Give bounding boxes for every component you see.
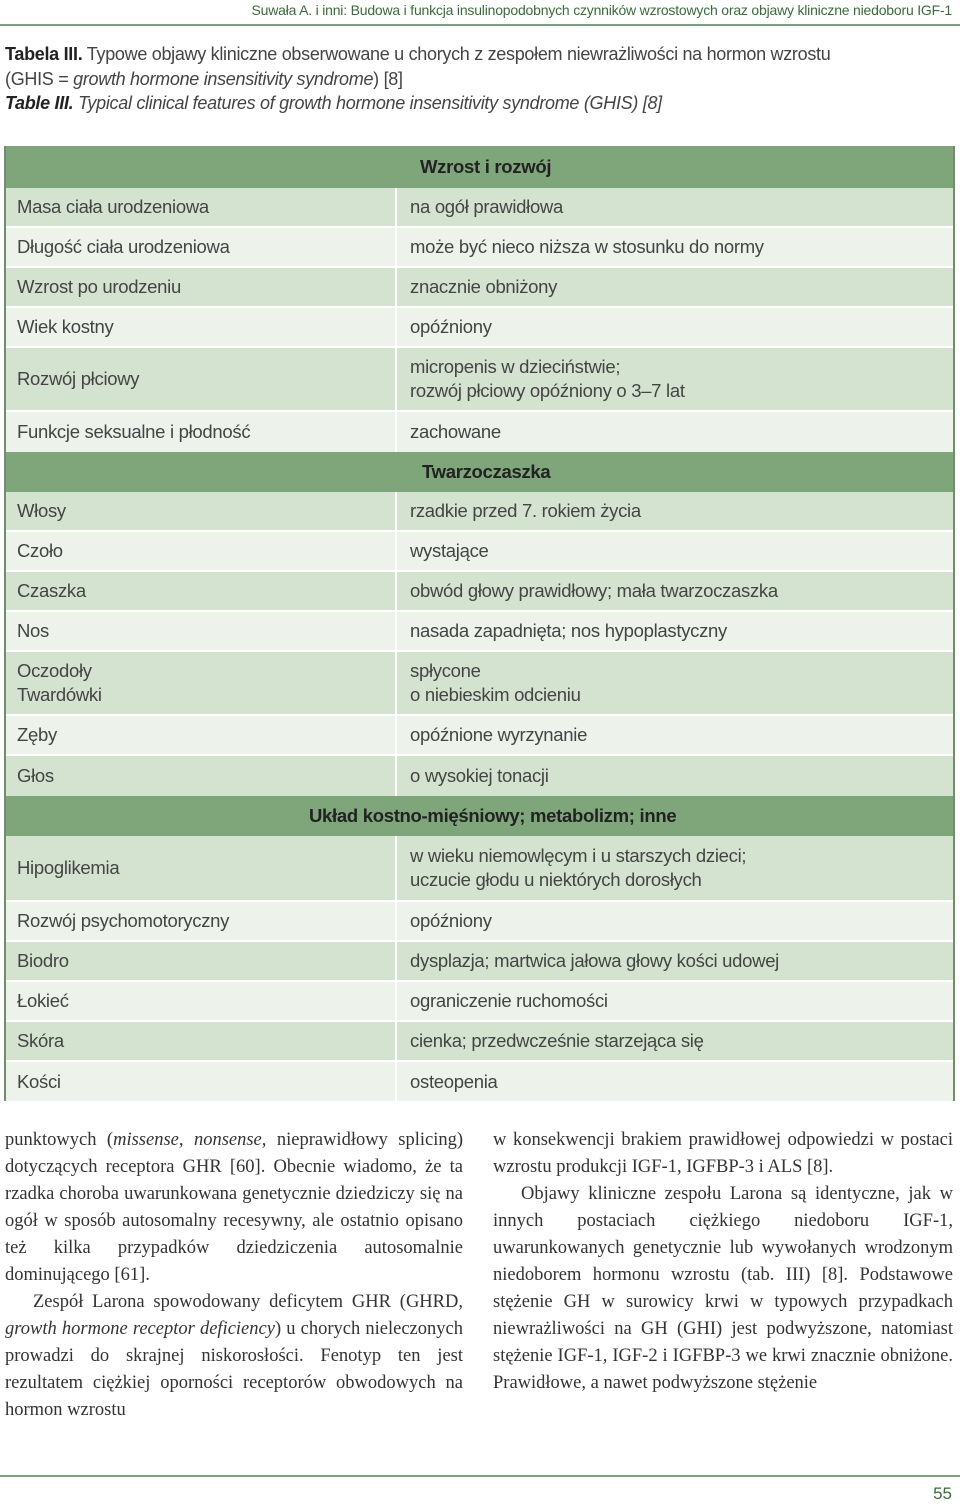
table-row [6,572,953,610]
section-title: Układ kostno-mięśniowy; metabolizm; inne [309,805,677,826]
section-header-growth [6,146,953,188]
row-label-line: Oczodoły [17,660,92,681]
row-value: opóźnione wyrzynanie [397,716,953,754]
row-label: Czaszka [6,572,395,610]
table-row [6,308,953,346]
table-row [6,756,953,796]
row-label [6,652,395,714]
table-row [6,348,953,410]
row-value: ograniczenie ruchomości [397,982,953,1020]
table-row [6,188,953,226]
row-label: Czoło [6,532,395,570]
row-label: Masa ciała urodzeniowa [6,188,395,226]
row-label: Włosy [6,492,395,530]
table-row [6,612,953,650]
section-title: Wzrost i rozwój [420,156,552,177]
text-run: , nieprawidłowy splicing) dotyczących receptora GHR [60]. Obecnie wiadomo, że ta rzadka choroba uwarunkowana genetycznie dziedziczy się na ogół w sposób autosomalny recesywny, ale ostatnio opisano też kilka przypadków dziedziczenia autosomalnie dominującego [61]. [5,1130,464,1285]
row-value [397,348,953,410]
row-value: wystające [397,532,953,570]
table-row [6,532,953,570]
row-value: opóźniony [397,902,953,940]
text-run: ) u chorych nieleczonych prowadzi do skrajnej niskorosłości. Fenotyp ten jest rezultatem ciężkiej oporności receptorów obwodowych na hormon wzrostu [5,1319,463,1420]
row-label: Rozwój płciowy [6,348,395,410]
section-header-musculoskeletal [6,796,953,836]
row-label: Kości [6,1062,395,1101]
header-rule [0,24,960,26]
row-label: Funkcje seksualne i płodność [6,412,395,452]
table-row [6,268,953,306]
caption-pl-italic: growth hormone insensitivity syndrome [73,68,374,89]
table-row [6,836,953,900]
table-row [6,228,953,266]
row-value [397,836,953,900]
caption-pl-line2: (GHIS = [5,68,74,89]
row-value: opóźniony [397,308,953,346]
caption-en-text: Typical clinical features of growth hormone insensitivity syndrome (GHIS) [8] [78,93,662,113]
row-value: nasada zapadnięta; nos hypoplastyczny [397,612,953,650]
row-value: znacznie obniżony [397,268,953,306]
row-value: dysplazja; martwica jałowa głowy kości udowej [397,942,953,980]
row-value [397,652,953,714]
row-label: Głos [6,756,395,796]
table-row [6,942,953,980]
footer-rule [0,1475,960,1477]
paragraph [5,1289,463,1424]
row-value: o wysokiej tonacji [397,756,953,796]
caption-pl-text: Typowe objawy kliniczne obserwowane u chorych z zespołem niewrażliwości na hormon wzrostu [86,44,831,64]
text-run: punktowych ( [5,1130,114,1150]
table-row [6,652,953,714]
table-row [6,1022,953,1060]
caption-pl-ref: ) [8] [373,68,403,89]
text-italic: nonsense [193,1130,262,1150]
row-value-line: w wieku niemowlęcym i u starszych dzieci; [410,845,747,866]
running-head-text: Suwała A. i inni: Budowa i funkcja insulinopodobnych czynników wzrostowych oraz objawy kliniczne niedoboru IGF-1 [251,2,952,18]
row-value: na ogół prawidłowa [397,188,953,226]
table-caption [5,42,945,116]
row-label: Nos [6,612,395,650]
section-header-face [6,452,953,492]
body-column-right [493,1127,953,1397]
row-value: rzadkie przed 7. rokiem życia [397,492,953,530]
row-value: może być nieco niższa w stosunku do normy [397,228,953,266]
table-row [6,982,953,1020]
row-label: Rozwój psychomotoryczny [6,902,395,940]
text-italic: missense [113,1130,179,1150]
paragraph: Objawy kliniczne zespołu Larona są identyczne, jak w innych postaciach ciężkiego niedoboru IGF-1, uwarunkowanych genetycznie lub wywołanych wrodzonym niedoborem hormonu wzrostu (tab. III) [8]. Podstawowe stężenie GH w surowicy krwi w typowych przypadkach niewrażliwości na GH (GHI) jest podwyższone, natomiast stężenie IGF-1, IGF-2 i IGFBP-3 we krwi znacznie obniżone. Prawidłowe, a nawet podwyższone stężenie [493,1184,953,1393]
section-title: Twarzoczaszka [422,461,551,482]
table-row [6,412,953,452]
text-run: , [178,1130,194,1150]
row-value: zachowane [397,412,953,452]
table-row [6,492,953,530]
table-row [6,902,953,940]
caption-en-label: Table III. [5,93,74,113]
row-value: osteopenia [397,1062,953,1101]
row-label: Biodro [6,942,395,980]
text-italic: growth hormone receptor deficiency [5,1319,275,1339]
paragraph: w konsekwencji brakiem prawidłowej odpowiedzi w postaci wzrostu produkcji IGF-1, IGFBP-3 i ALS [8]. [493,1130,953,1177]
text-run: Zespół Larona spowodowany deficytem GHR (GHRD, [33,1292,463,1312]
paragraph [5,1127,463,1289]
row-value-line: rozwój płciowy opóźniony o 3–7 lat [410,380,685,401]
body-column-left [5,1127,463,1424]
row-value-line: uczucie głodu u niektórych dorosłych [410,869,702,890]
row-value-line: spłycone [410,660,481,681]
row-label: Wiek kostny [6,308,395,346]
row-label: Zęby [6,716,395,754]
table-row [6,716,953,754]
row-label: Skóra [6,1022,395,1060]
row-value-line: micropenis w dzieciństwie; [410,356,621,377]
page-number: 55 [933,1484,952,1503]
row-value-line: o niebieskim odcieniu [410,684,581,705]
row-value: obwód głowy prawidłowy; mała twarzoczaszka [397,572,953,610]
row-value: cienka; przedwcześnie starzejąca się [397,1022,953,1060]
table-row [6,1062,953,1101]
caption-pl-label: Tabela III. [5,44,83,64]
running-head [0,0,960,22]
row-label: Łokieć [6,982,395,1020]
row-label: Hipoglikemia [6,836,395,900]
row-label: Wzrost po urodzeniu [6,268,395,306]
row-label: Długość ciała urodzeniowa [6,228,395,266]
row-label-line: Twardówki [17,684,102,705]
clinical-features-table [4,146,955,1101]
